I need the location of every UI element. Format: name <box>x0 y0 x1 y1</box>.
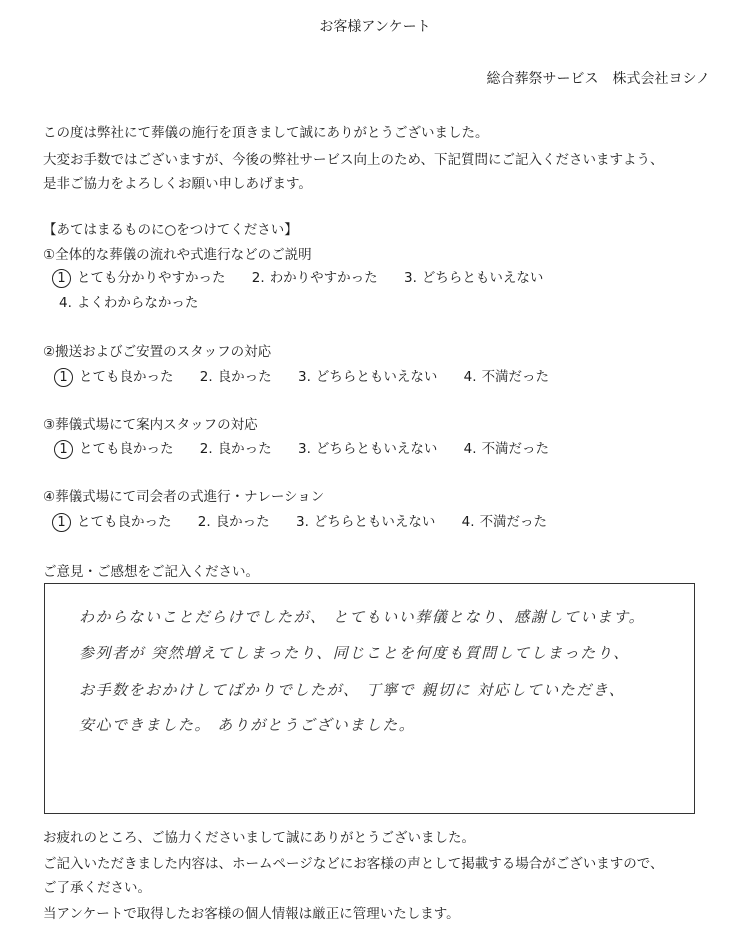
question-1-option-4[interactable]: 4. よくわからなかった <box>59 295 199 311</box>
question-2-option-1[interactable]: 1 とても良かった <box>57 365 174 387</box>
selected-circle-mark: 1 <box>54 368 73 387</box>
question-4-option-3[interactable]: 3. どちらともいえない <box>295 514 436 530</box>
question-3-option-4[interactable]: 4. 不満だった <box>463 441 550 457</box>
selected-circle-mark: 1 <box>52 269 71 288</box>
comment-line-2: 参列者が 突然増えてしまったり、同じことを何度も質問してしまったり、 <box>79 644 630 662</box>
closing-line-4: 当アンケートで取得したお客様の個人情報は厳正に管理いたします。 <box>43 906 460 922</box>
question-1-options-row1 <box>55 266 543 288</box>
question-2-option-2[interactable]: 2. 良かった <box>199 369 272 385</box>
question-1-label: ①全体的な葬儀の流れや式進行などのご説明 <box>43 247 312 263</box>
company-name: 総合葬祭サービス 株式会社ヨシノ <box>486 71 710 87</box>
intro-line-2: 大変お手数ではございますが、今後の弊社サービス向上のため、下記質問にご記入くださいますよう、 <box>43 152 664 168</box>
closing-line-1: お疲れのところ、ご協力くださいまして誠にありがとうございました。 <box>43 830 475 846</box>
instruction: 【あてはまるものに○をつけてください】 <box>43 222 298 238</box>
question-1-option-3[interactable]: 3. どちらともいえない <box>403 270 544 286</box>
closing-line-2: ご記入いただきました内容は、ホームページなどにお客様の声として掲載する場合がございますので、 <box>43 856 664 872</box>
question-4-option-1[interactable]: 1 とても良かった <box>55 510 172 532</box>
closing-line-3: ご了承ください。 <box>43 880 151 896</box>
question-4-option-2[interactable]: 2. 良かった <box>197 514 270 530</box>
comment-line-4: 安心できました。 ありがとうございました。 <box>79 716 416 734</box>
comment-line-3: お手数をおかけしてばかりでしたが、 丁寧で 親切に 対応していただき、 <box>79 681 626 699</box>
survey-title: お客様アンケート <box>319 19 431 35</box>
question-4-option-4[interactable]: 4. 不満だった <box>461 514 548 530</box>
question-2-option-4[interactable]: 4. 不満だった <box>463 369 550 385</box>
comment-line-1: わからないことだらけでしたが、 とてもいい葬儀となり、感謝しています。 <box>79 608 646 626</box>
question-3-option-2[interactable]: 2. 良かった <box>199 441 272 457</box>
intro-line-1: この度は弊社にて葬儀の施行を頂きまして誠にありがとうございました。 <box>43 125 489 141</box>
question-3-options <box>57 437 549 459</box>
comment-label: ご意見・ご感想をご記入ください。 <box>43 564 259 580</box>
selected-circle-mark: 1 <box>54 440 73 459</box>
question-3-option-1[interactable]: 1 とても良かった <box>57 437 174 459</box>
question-2-label: ②搬送およびご安置のスタッフの対応 <box>43 344 272 360</box>
selected-circle-mark: 1 <box>52 513 71 532</box>
question-1-options-row2 <box>59 291 198 311</box>
question-3-label: ③葬儀式場にて案内スタッフの対応 <box>43 417 258 433</box>
question-1-option-1[interactable]: 1 とても分かりやすかった <box>55 266 226 288</box>
question-4-options <box>55 510 547 532</box>
question-3-option-3[interactable]: 3. どちらともいえない <box>297 441 438 457</box>
question-2-options <box>57 365 549 387</box>
question-4-label: ④葬儀式場にて司会者の式進行・ナレーション <box>43 489 325 505</box>
intro-line-3: 是非ご協力をよろしくお願い申しあげます。 <box>43 176 312 192</box>
comment-box[interactable] <box>44 583 695 814</box>
question-2-option-3[interactable]: 3. どちらともいえない <box>297 369 438 385</box>
question-1-option-2[interactable]: 2. わかりやすかった <box>251 270 378 286</box>
